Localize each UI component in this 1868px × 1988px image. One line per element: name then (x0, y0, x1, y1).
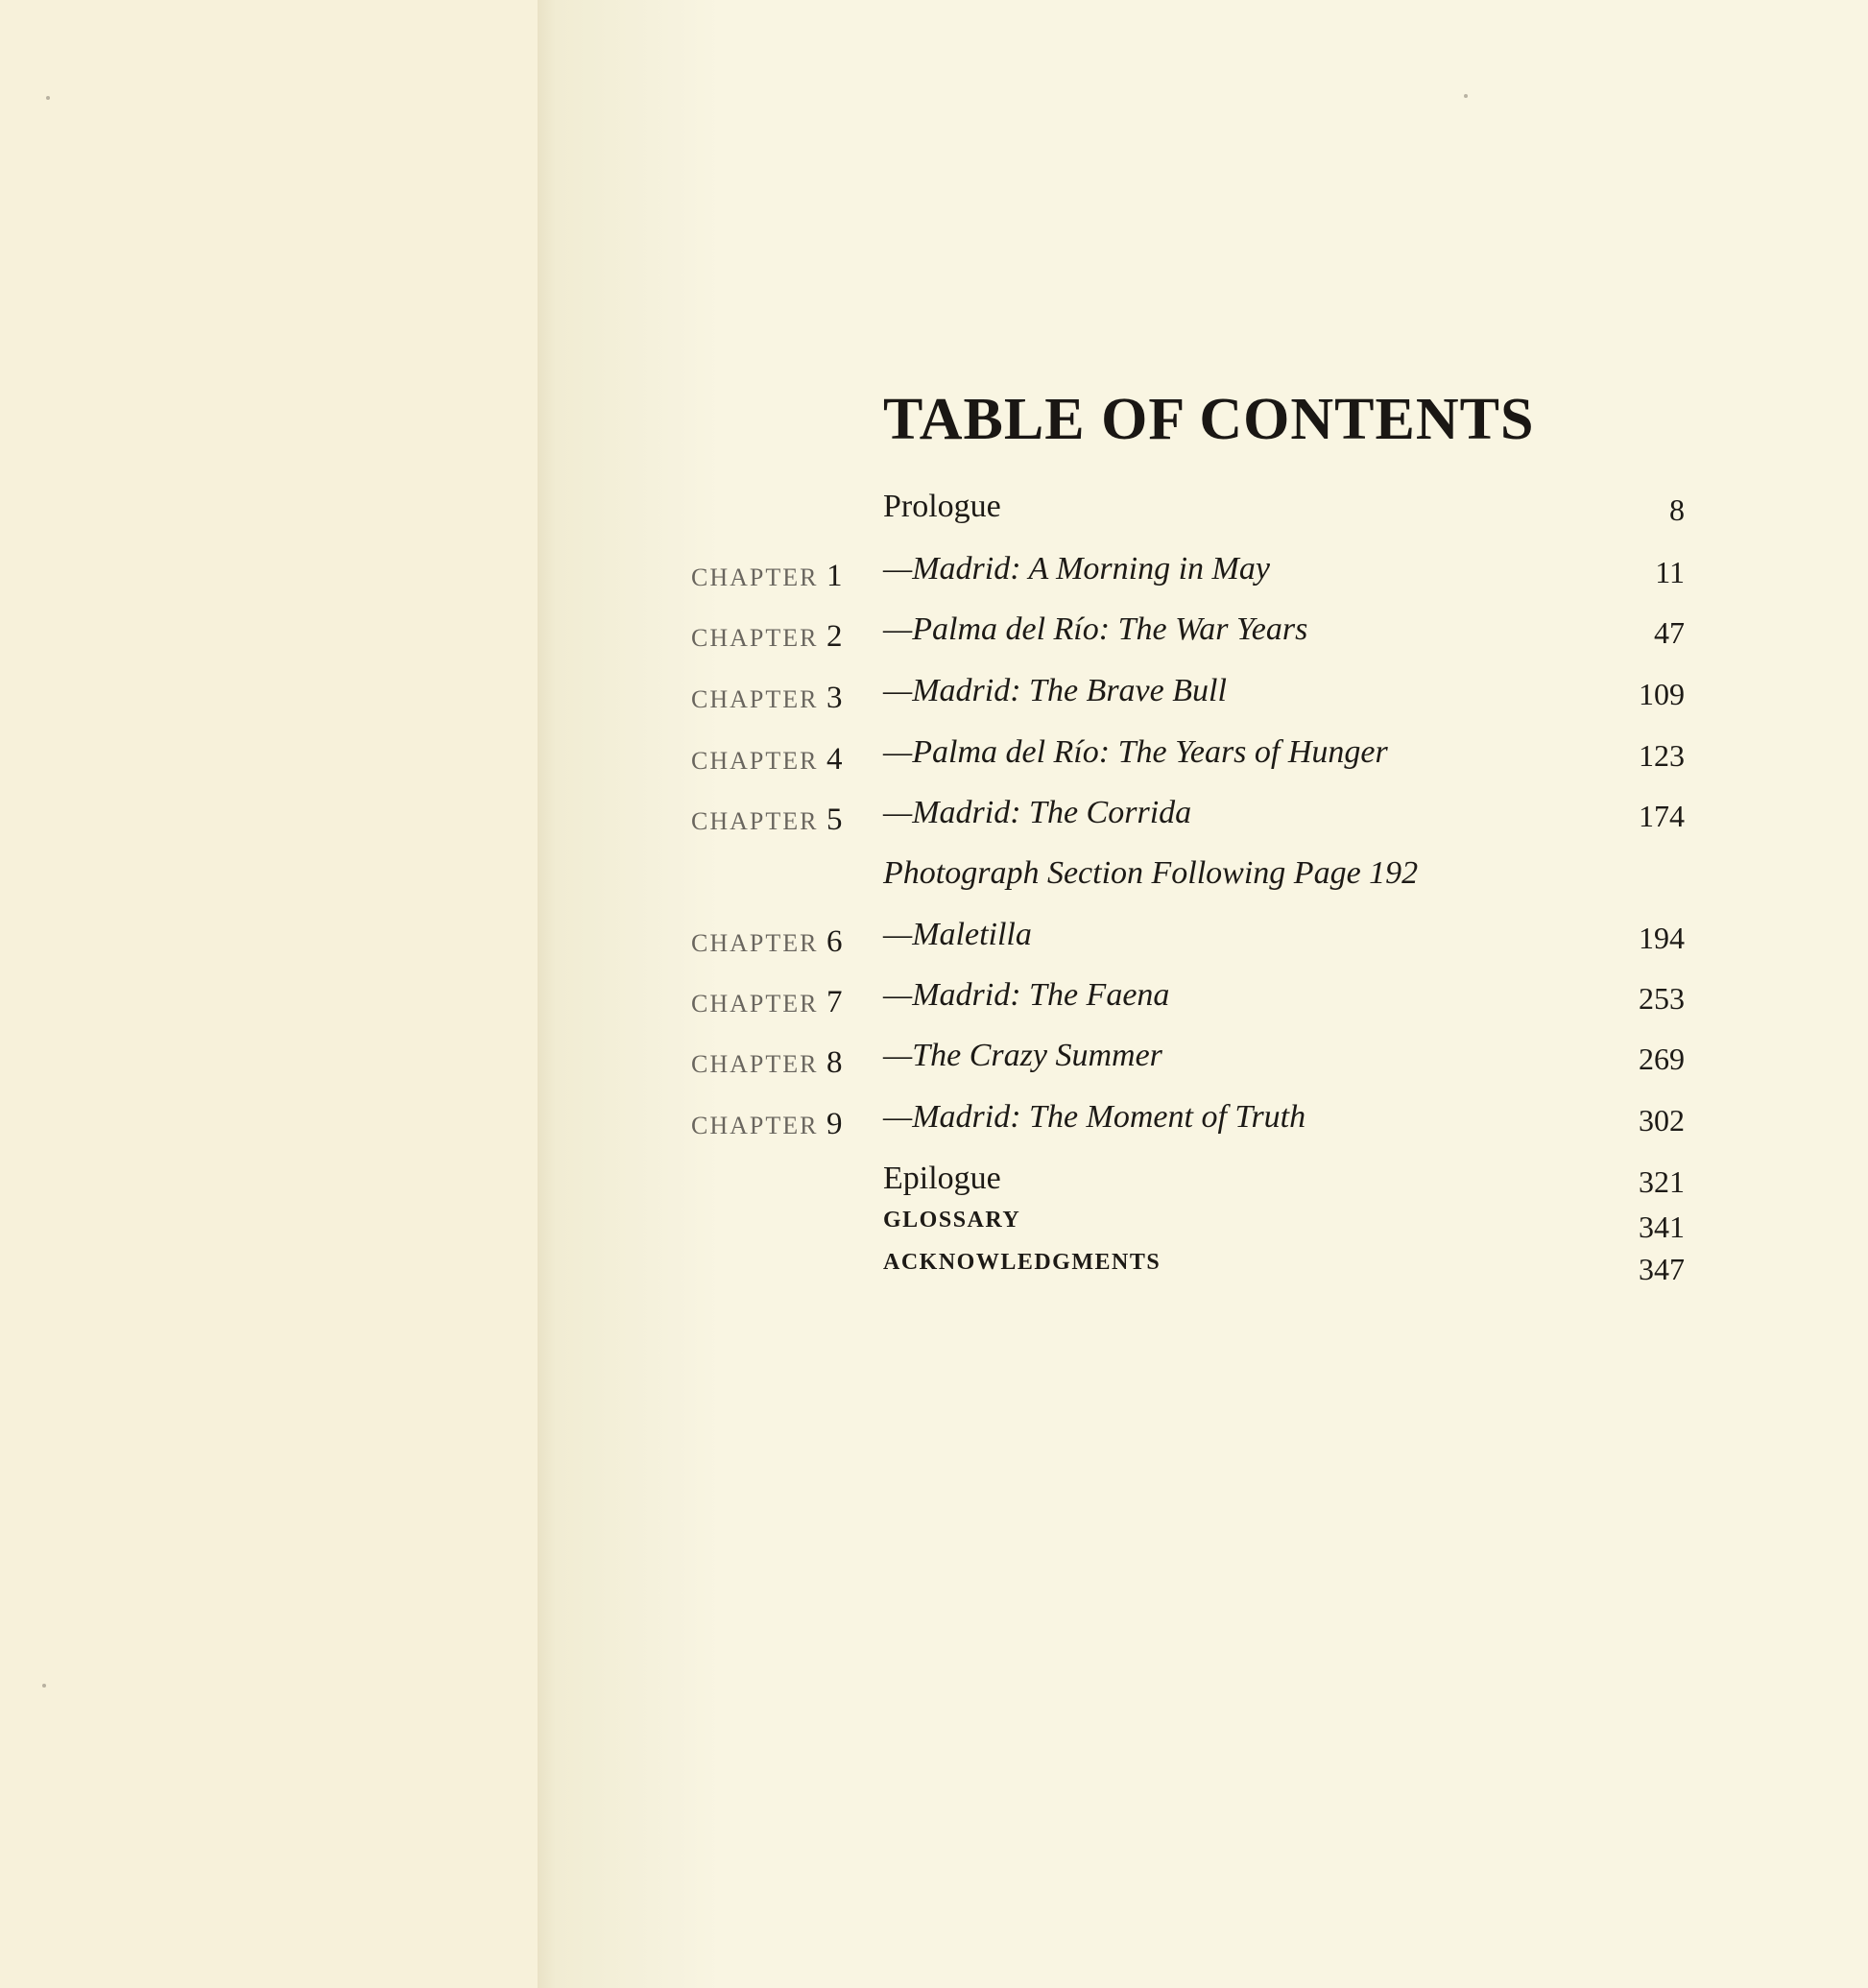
toc-entry-chapter-4 (691, 731, 1685, 778)
entry-page-number: 8 (1669, 492, 1685, 527)
entry-title: Prologue (883, 489, 1001, 524)
chapter-label: CHAPTER (691, 807, 819, 835)
chapter-number: 4 (826, 742, 843, 777)
entry-page-number: 347 (1639, 1252, 1685, 1286)
toc-entry-chapter-9 (691, 1095, 1685, 1143)
chapter-number: 1 (826, 559, 843, 593)
chapter-number: 2 (826, 619, 843, 654)
chapter-label: CHAPTER (691, 685, 819, 713)
entry-page-number: 194 (1639, 921, 1685, 955)
chapter-label: CHAPTER (691, 624, 819, 652)
entry-title: —Madrid: The Corrida (883, 795, 1192, 830)
chapter-label: CHAPTER (691, 990, 819, 1018)
paper-speck (46, 96, 50, 100)
entry-title: —Madrid: The Brave Bull (883, 673, 1227, 708)
chapter-label: CHAPTER (691, 563, 819, 591)
left-page (0, 0, 551, 1988)
chapter-prefix (691, 619, 842, 655)
chapter-prefix (691, 985, 842, 1020)
chapter-prefix (691, 1045, 842, 1081)
toc-entry-glossary (691, 1202, 1685, 1242)
entry-title: —Palma del Río: The War Years (883, 611, 1308, 647)
entry-title: —Madrid: The Moment of Truth (883, 1099, 1306, 1135)
toc-entry-photograph-section (691, 851, 1685, 899)
chapter-label: CHAPTER (691, 1112, 819, 1139)
chapter-prefix (691, 924, 842, 960)
entry-title: —Madrid: A Morning in May (883, 551, 1270, 587)
chapter-number: 3 (826, 681, 843, 715)
chapter-label: CHAPTER (691, 929, 819, 957)
entry-page-number: 174 (1639, 799, 1685, 833)
entry-page-number: 253 (1639, 981, 1685, 1016)
chapter-number: 6 (826, 924, 843, 959)
entry-title: —The Crazy Summer (883, 1038, 1162, 1073)
entry-title: —Palma del Río: The Years of Hunger (883, 734, 1388, 770)
toc-entry-chapter-6 (691, 913, 1685, 961)
entry-title: ACKNOWLEDGMENTS (883, 1250, 1162, 1275)
chapter-number: 9 (826, 1107, 843, 1141)
entry-page-number: 321 (1639, 1164, 1685, 1199)
toc-entry-chapter-5 (691, 791, 1685, 839)
paper-speck (1464, 94, 1468, 98)
entry-title: —Maletilla (883, 917, 1032, 952)
chapter-prefix (691, 742, 842, 778)
toc-entry-chapter-2 (691, 608, 1685, 656)
entry-title: —Madrid: The Faena (883, 977, 1170, 1013)
chapter-prefix (691, 802, 842, 838)
chapter-prefix (691, 681, 842, 716)
chapter-prefix (691, 1107, 842, 1142)
entry-title: Photograph Section Following Page 192 (883, 855, 1419, 891)
entry-page-number: 269 (1639, 1042, 1685, 1076)
entry-title: GLOSSARY (883, 1208, 1021, 1233)
entry-page-number: 302 (1639, 1103, 1685, 1138)
entry-page-number: 47 (1654, 615, 1685, 650)
toc-entry-chapter-3 (691, 669, 1685, 717)
toc-entry-chapter-7 (691, 973, 1685, 1021)
toc-entry-chapter-8 (691, 1034, 1685, 1082)
chapter-label: CHAPTER (691, 747, 819, 775)
toc-entry-chapter-1 (691, 547, 1685, 595)
toc-entry-epilogue (691, 1157, 1685, 1205)
chapter-prefix (691, 559, 842, 594)
entry-page-number: 123 (1639, 738, 1685, 773)
toc-entry-acknowledgments (691, 1244, 1685, 1284)
entry-page-number: 109 (1639, 677, 1685, 711)
chapter-number: 5 (826, 802, 843, 837)
chapter-number: 7 (826, 985, 843, 1019)
toc-heading: TABLE OF CONTENTS (883, 386, 1535, 452)
chapter-number: 8 (826, 1045, 843, 1080)
entry-page-number: 11 (1655, 555, 1685, 589)
paper-speck (42, 1684, 46, 1688)
toc-entry-prologue (691, 485, 1685, 533)
entry-page-number: 341 (1639, 1210, 1685, 1244)
chapter-label: CHAPTER (691, 1050, 819, 1078)
entry-title: Epilogue (883, 1161, 1001, 1196)
